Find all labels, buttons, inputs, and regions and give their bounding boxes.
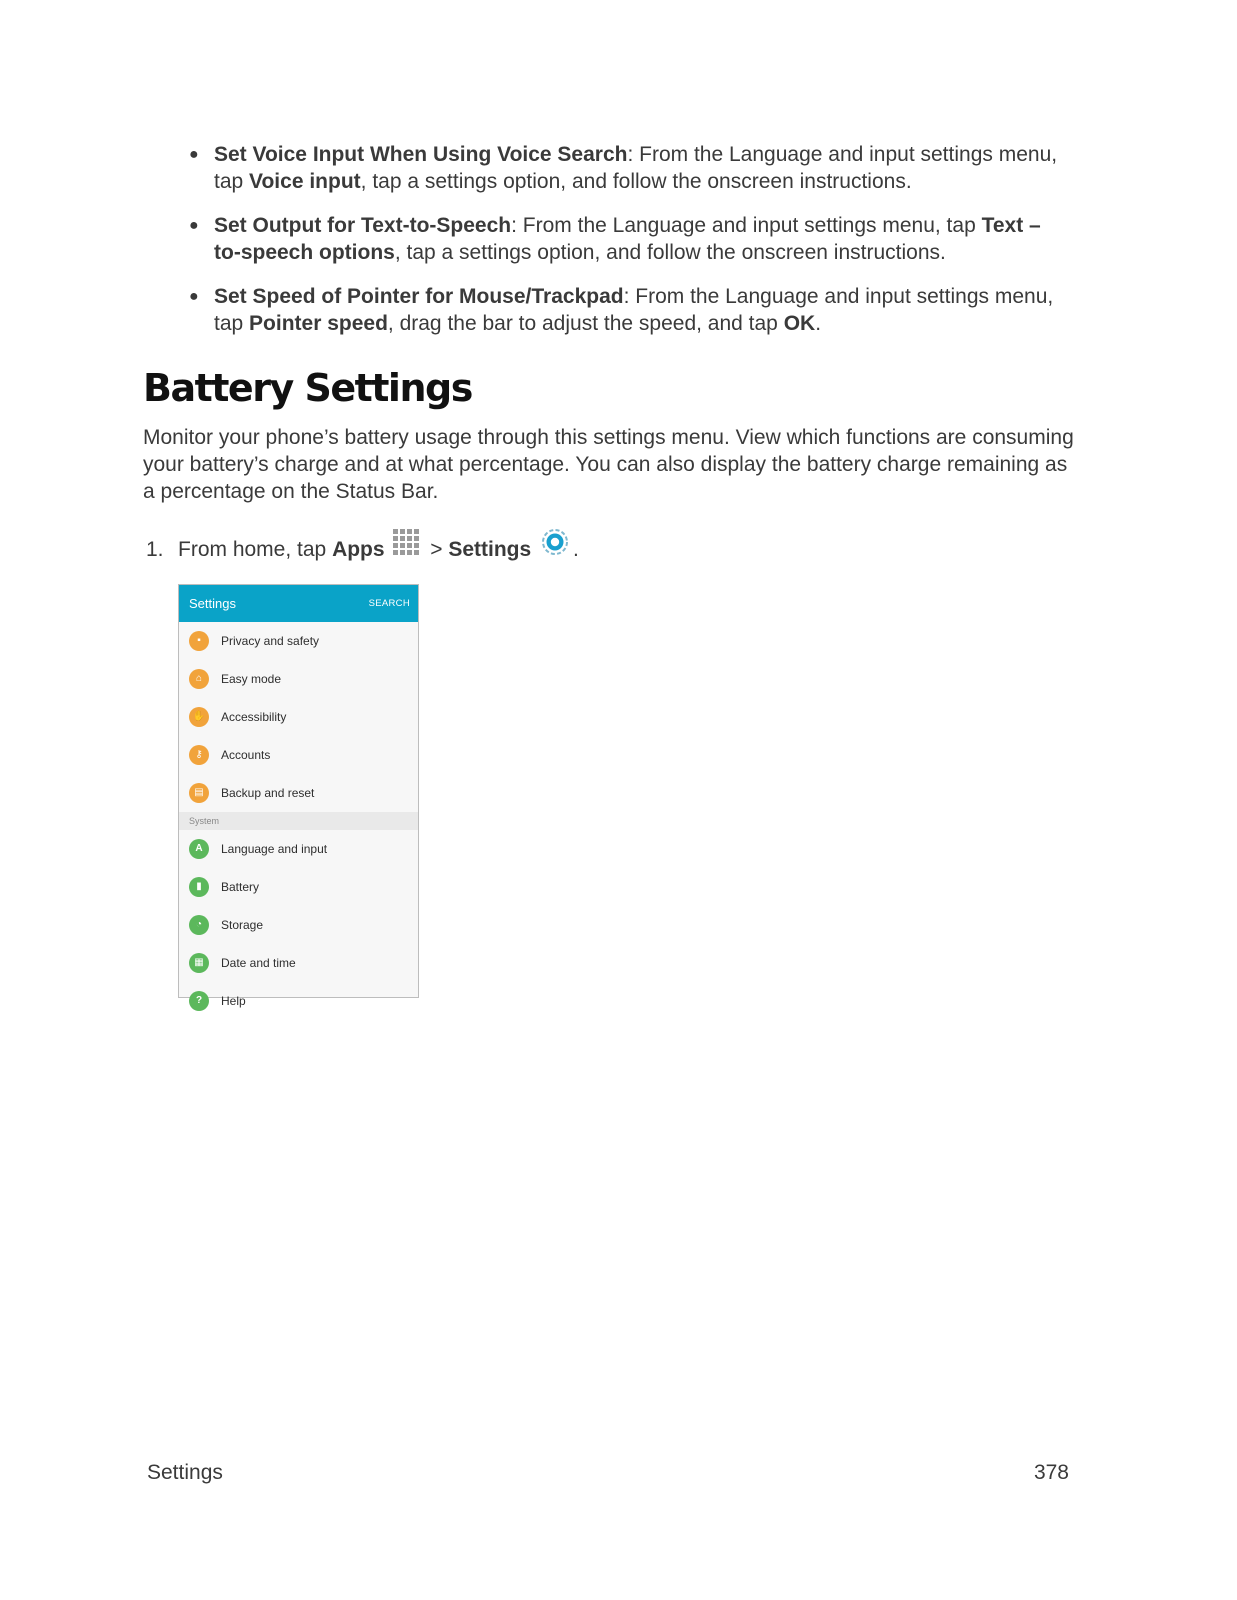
bullet-list	[189, 141, 1069, 354]
settings-item-easy-mode[interactable]	[179, 660, 418, 698]
bullet-action: Pointer speed	[249, 312, 388, 335]
settings-item-label: Help	[221, 994, 246, 1008]
bullet-text: : From the Language and input settings menu, tap	[214, 285, 1054, 335]
accessibility-icon: ✋	[189, 707, 209, 727]
section-header-system: System	[179, 812, 418, 830]
settings-item-label: Accessibility	[221, 710, 287, 724]
apps-grid-icon	[392, 528, 422, 569]
settings-item-label: Date and time	[221, 956, 296, 970]
settings-item-accounts[interactable]	[179, 736, 418, 774]
battery-icon: ▮	[189, 877, 209, 897]
step-1	[146, 526, 579, 569]
step-number: 1.	[146, 538, 164, 561]
settings-item-backup[interactable]	[179, 774, 418, 812]
gear-icon	[539, 526, 571, 569]
settings-item-date-time[interactable]	[179, 944, 418, 982]
bullet-term: Set Output for Text-to-Speech	[214, 214, 512, 237]
bullet-text: : From the Language and input settings menu, tap	[511, 214, 982, 237]
language-icon: A	[189, 839, 209, 859]
section-heading: Battery Settings	[143, 366, 472, 410]
settings-item-language[interactable]	[179, 830, 418, 868]
bullet-dot-icon: ●	[189, 146, 199, 163]
settings-item-label: Privacy and safety	[221, 634, 320, 648]
help-icon: ?	[189, 991, 209, 1011]
bullet-action: OK	[783, 312, 816, 335]
bullet-text: , drag the bar to adjust the speed, and tap	[387, 312, 784, 335]
settings-item-help[interactable]	[179, 982, 418, 1020]
settings-app-bar	[179, 585, 418, 622]
calendar-icon: ▦	[189, 953, 209, 973]
settings-item-privacy[interactable]	[179, 622, 418, 660]
bullet-text: , tap a settings option, and follow the onscreen instructions.	[394, 241, 946, 264]
step-text: .	[573, 538, 579, 561]
bullet-term: Set Voice Input When Using Voice Search	[214, 143, 628, 166]
bullet-dot-icon: ●	[189, 288, 199, 305]
backup-icon: ▤	[189, 783, 209, 803]
settings-item-storage[interactable]	[179, 906, 418, 944]
bullet-term: Set Speed of Pointer for Mouse/Trackpad	[214, 285, 624, 308]
settings-item-label: Easy mode	[221, 672, 282, 686]
bullet-item	[189, 141, 1069, 195]
search-button[interactable]: SEARCH	[368, 598, 410, 609]
footer-section-name: Settings	[147, 1461, 223, 1484]
bullet-action: Voice input	[249, 170, 361, 193]
key-icon: ⚷	[189, 745, 209, 765]
storage-icon: ◔	[189, 915, 209, 935]
settings-item-label: Storage	[221, 918, 264, 932]
privacy-icon: ▪	[189, 631, 209, 651]
step-text: From home, tap	[178, 538, 333, 561]
page-number: 378	[1033, 1461, 1069, 1484]
bullet-text: , tap a settings option, and follow the onscreen instructions.	[360, 170, 912, 193]
bullet-text: .	[815, 312, 822, 335]
settings-label: Settings	[448, 538, 532, 561]
bullet-text: : From the Language and input settings menu, tap	[214, 143, 1058, 193]
settings-item-label: Accounts	[221, 748, 271, 762]
apps-label: Apps	[332, 538, 385, 561]
easy-mode-icon: ⌂	[189, 669, 209, 689]
bullet-item	[189, 283, 1069, 337]
app-bar-title: Settings	[189, 596, 236, 611]
settings-item-label: Language and input	[221, 842, 328, 856]
settings-screenshot	[178, 584, 419, 1008]
settings-item-battery[interactable]	[179, 868, 418, 906]
bullet-item	[189, 212, 1069, 266]
intro-paragraph: Monitor your phone’s battery usage through this settings menu. View which functions are consuming your battery’s charge and at what percentage. You can also display the battery charge remaining as a percentage on the Status Bar.	[143, 426, 1074, 503]
settings-item-accessibility[interactable]	[179, 698, 418, 736]
settings-item-label: Backup and reset	[221, 786, 315, 800]
step-separator: >	[424, 538, 449, 561]
bullet-action: Text – to-speech options	[214, 214, 1041, 264]
bullet-dot-icon: ●	[189, 217, 199, 234]
settings-item-label: Battery	[221, 880, 260, 894]
